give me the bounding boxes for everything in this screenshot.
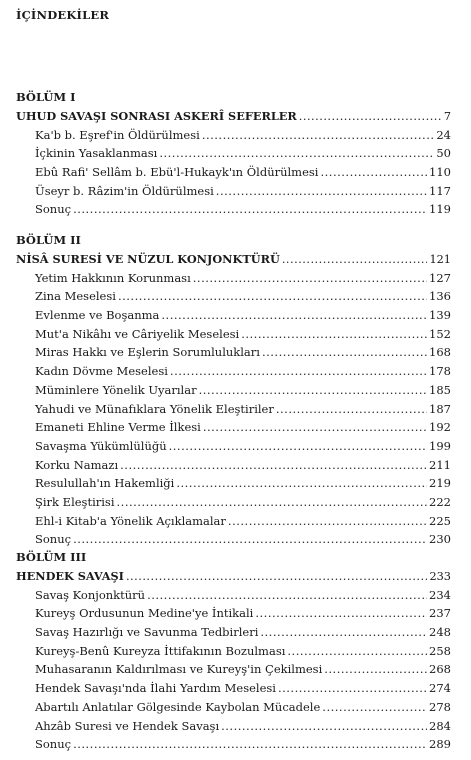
page-title: İÇİNDEKİLER [16,8,110,22]
section-heading-entry [16,107,451,126]
dot-leader [73,200,427,219]
toc-section-1 [16,90,451,219]
page-number: 237 [429,606,451,621]
toc-entry [16,698,451,717]
dot-leader [299,108,442,127]
page-number: 248 [429,625,451,640]
dot-leader [126,568,427,587]
toc-entry [16,163,451,182]
dot-leader [161,306,427,325]
dot-leader [202,126,435,145]
entry-title: Kadın Dövme Meselesi [35,364,168,379]
toc-entry [16,200,451,219]
dot-leader [255,604,427,623]
entry-title: Yahudi ve Münafıklara Yönelik Eleştiriler [35,401,274,416]
page-number: 187 [429,401,451,416]
toc-entry [16,530,451,549]
entry-title: Savaş Hazırlığı ve Savunma Tedbirleri [35,625,259,640]
entry-title: Ahzâb Suresi ve Hendek Savaşı [35,718,220,733]
page-number: 258 [429,643,451,658]
dot-leader [193,269,427,288]
toc-entry [16,586,451,605]
entry-title: Ka'b b. Eşref'in Öldürülmesi [35,127,200,142]
page-number: 222 [429,494,451,509]
section-heading-entry [16,567,451,586]
dot-leader [221,717,427,736]
section-label: BÖLÜM II [16,233,81,247]
entry-title: Kureyş-Benû Kureyza İttifakının Bozulması [35,643,286,658]
entry-title: Ebû Rafi' Sellâm b. Ebü'l-Hukayk'ın Öldürülmesi [35,165,319,180]
page-number: 268 [429,662,451,677]
entry-title: Savaş Konjonktürü [35,587,146,602]
page-number: 117 [429,183,451,198]
dot-leader [241,325,427,344]
dot-leader [216,182,427,201]
entry-title: Hendek Savaşı'nda İlahi Yardım Meselesi [35,681,276,696]
page-number: 50 [436,146,451,161]
toc-entry [16,306,451,325]
dot-leader [324,660,427,679]
entry-title: Emaneti Ehline Verme İlkesi [35,420,201,435]
page-number: 139 [429,308,451,323]
page-number: 152 [429,326,451,341]
page-number: 289 [429,737,451,752]
entry-title: Savaşma Yükümlülüğü [35,438,167,453]
toc-entry [16,604,451,623]
section-label: BÖLÜM III [16,550,87,564]
toc-entry [16,182,451,201]
dot-leader [282,251,428,270]
section-title: HENDEK SAVAŞI [16,569,124,583]
page-number: 233 [429,570,451,583]
toc-entry [16,717,451,736]
entry-title: Ehl-i Kitab'a Yönelik Açıklamalar [35,513,226,528]
page-number: 168 [429,345,451,360]
page-number: 136 [429,289,451,304]
toc-section-3 [16,550,451,754]
entry-title: Abartılı Anlatılar Gölgesinde Kaybolan Mücadele [35,699,321,714]
entry-title: İçkinin Yasaklanması [35,146,158,161]
dot-leader [118,287,427,306]
entry-title: Zina Meselesi [35,289,116,304]
section-title: UHUD SAVAŞI SONRASI ASKERÎ SEFERLER [16,109,297,123]
toc-entry [16,679,451,698]
toc-entry [16,400,451,419]
entry-title: Mut'a Nikâhı ve Câriyelik Meselesi [35,326,240,341]
entry-title: Sonuç [35,202,72,217]
entry-title: Kureyş Ordusunun Medine'ye İntikali [35,606,254,621]
toc-entry [16,418,451,437]
entry-title: Üseyr b. Râzim'in Öldürülmesi [35,183,214,198]
toc-entry [16,362,451,381]
section-heading-entry [16,250,451,269]
page-number: 284 [429,718,451,733]
entry-title: Yetim Hakkının Korunması [35,270,191,285]
page-number: 178 [429,364,451,379]
page-number: 225 [429,513,451,528]
page-number: 24 [436,127,451,142]
entry-title: Korku Namazı [35,457,119,472]
entry-title: Evlenme ve Boşanma [35,308,160,323]
dot-leader [228,512,427,531]
toc-entry [16,512,451,531]
page-number: 278 [429,699,451,714]
page-number: 219 [429,476,451,491]
section-title: NİSÂ SURESİ VE NÜZUL KONJONKTÜRÜ [16,252,280,266]
dot-leader [322,698,427,717]
entry-title: Müminlere Yönelik Uyarılar [35,382,197,397]
toc-entry [16,493,451,512]
toc-entry [16,287,451,306]
dot-leader [73,735,427,754]
page-number: 185 [429,382,451,397]
dot-leader [199,381,427,400]
entry-title: Sonuç [35,532,72,547]
toc-entry [16,381,451,400]
page-number: 192 [429,420,451,435]
section-label: BÖLÜM I [16,90,76,104]
dot-leader [176,474,427,493]
page-number: 119 [429,202,451,217]
dot-leader [73,530,427,549]
dot-leader [320,163,427,182]
page-number: 211 [429,457,451,472]
dot-leader [117,493,428,512]
page-number: 7 [443,110,451,123]
page-number: 234 [429,587,451,602]
toc-entry [16,456,451,475]
entry-title: Miras Hakkı ve Eşlerin Sorumlulukları [35,345,260,360]
toc-entry [16,437,451,456]
dot-leader [260,623,427,642]
page-number: 274 [429,681,451,696]
toc-entry [16,144,451,163]
toc-entry [16,126,451,145]
toc-entry [16,343,451,362]
entry-title: Şirk Eleştirisi [35,494,115,509]
dot-leader [147,586,427,605]
dot-leader [278,679,427,698]
toc-entry [16,269,451,288]
dot-leader [159,144,434,163]
dot-leader [203,418,427,437]
toc-entry [16,660,451,679]
page-number: 230 [429,532,451,547]
page-number: 121 [429,253,451,266]
page-number: 127 [429,270,451,285]
dot-leader [262,343,427,362]
page-number: 110 [429,165,451,180]
dot-leader [169,437,427,456]
toc-entry [16,325,451,344]
toc-entry [16,642,451,661]
dot-leader [276,400,427,419]
toc-entry [16,623,451,642]
entry-title: Sonuç [35,737,72,752]
dot-leader [120,456,427,475]
entry-title: Resulullah'ın Hakemliği [35,476,175,491]
page-number: 199 [429,438,451,453]
toc-section-2 [16,233,451,549]
toc-entry [16,474,451,493]
toc-entry [16,735,451,754]
dot-leader [287,642,427,661]
entry-title: Muhasaranın Kaldırılması ve Kureyş'in Çekilmesi [35,662,323,677]
dot-leader [170,362,427,381]
